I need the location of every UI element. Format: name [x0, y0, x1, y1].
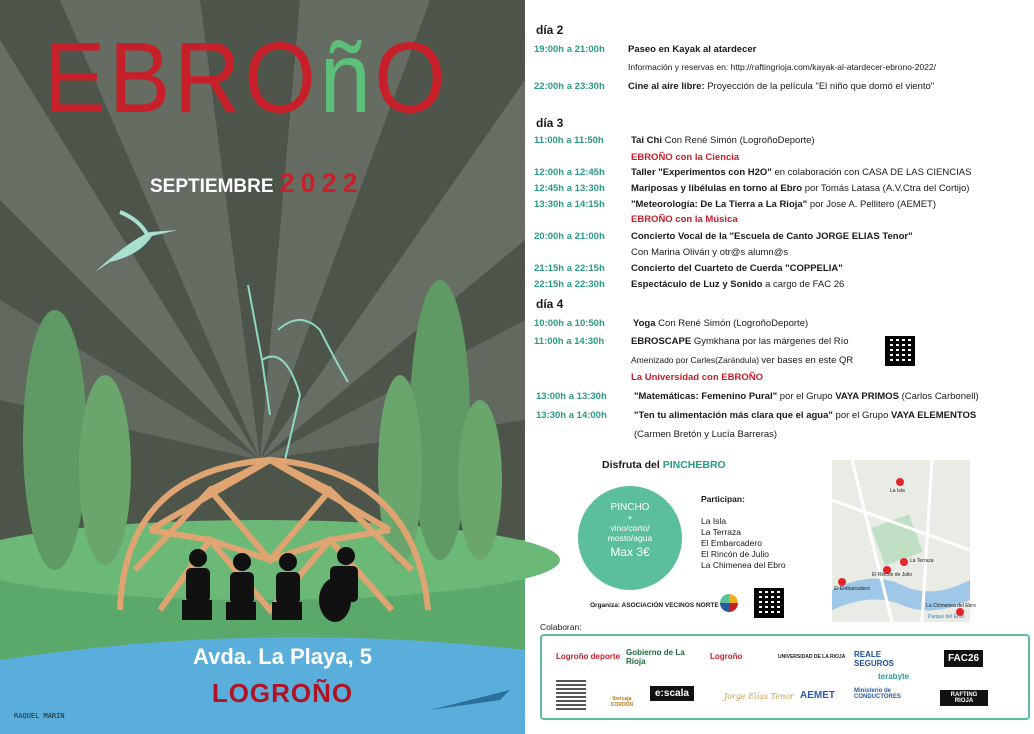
- day4-e2-note: Amenizado por Carles(Zarándula): [631, 355, 760, 365]
- title-part-ebro: EBRO: [44, 22, 320, 134]
- day4-e2-time: 11:00h a 14:30h: [534, 336, 605, 347]
- pincho-circle-title: PINCHO: [610, 502, 650, 513]
- program-panel: [530, 0, 1034, 734]
- title-part-o: O: [374, 22, 450, 134]
- day2-e2-desc: Proyección de la película "El niño que domó el viento": [707, 81, 935, 92]
- day2-e2-time: 22:00h a 23:30h: [534, 81, 605, 92]
- logo-fac26: FAC26: [944, 650, 983, 667]
- day3-e1-desc: Con René Simón (LogroñoDeporte): [664, 135, 815, 146]
- organizer: Organiza: ASOCIACIÓN VECINOS NORTE: [590, 602, 719, 609]
- map-label-embarcadero: El Embarcadero: [834, 586, 870, 592]
- day4-e1-line: [633, 318, 808, 329]
- day3-e3-time: 12:45h a 13:30h: [534, 183, 605, 194]
- day2-e1-info: Información y reservas en: http://raftingrioja.com/kayak-al-atardecer-ebrono-2022/: [628, 62, 937, 72]
- pincho-heading: [602, 459, 726, 471]
- logo-logrono: Logroño: [710, 652, 743, 661]
- day4-e4-time: 13:30h a 14:00h: [536, 410, 607, 421]
- logo-aemet: AEMET: [800, 690, 835, 701]
- day3-e3-title: Mariposas y libélulas en torno al Ebro: [631, 183, 803, 194]
- day4-e3-group: VAYA PRIMOS: [835, 391, 899, 402]
- day3-e6-time: 21:15h a 22:15h: [534, 263, 605, 274]
- pincho-circle-drinks2: mosto/agua: [607, 533, 653, 543]
- pincho-offer-circle: [578, 486, 682, 590]
- day3-e2-title: Taller "Experimentos con H2O": [631, 167, 772, 178]
- pincho-heading-pre: Disfruta del: [602, 459, 660, 471]
- participant-3: El Embarcadero: [701, 538, 762, 548]
- logo-escala: e:scala: [650, 686, 694, 701]
- map-graphic: [832, 460, 970, 622]
- day4-e3-title: "Matemáticas: Femenino Pural": [634, 391, 778, 402]
- day4-e4-title: "Ten tu alimentación más clara que el agua": [634, 410, 833, 421]
- day4-e3-time: 13:00h a 13:30h: [536, 391, 607, 402]
- day4-e1-time: 10:00h a 10:50h: [534, 318, 605, 329]
- day3-e3-line: [631, 183, 969, 194]
- day3-e7-line: [631, 279, 844, 290]
- day3-e4-line: [631, 199, 936, 210]
- organizer-logo: [720, 594, 738, 612]
- day3-e4-time: 13:30h a 14:15h: [534, 199, 605, 210]
- logo-ibercaja: Ibercaja CORDÓN: [610, 696, 634, 708]
- day4-e4-tail: (Carmen Bretón y Lucía Barreras): [634, 429, 778, 440]
- participant-4: El Rincón de Julio: [701, 549, 770, 559]
- map-label-rincon: El Rincón de Julio: [872, 572, 913, 578]
- organizer-qr-code[interactable]: [754, 588, 784, 618]
- pincho-circle-drinks1: vino/corto/: [610, 523, 650, 533]
- day4-e3-tail: (Carlos Carbonell): [901, 391, 979, 402]
- day3-e5-title: Concierto Vocal de la "Escuela de Canto JORGE ELIAS Tenor": [631, 231, 913, 242]
- logo-logrono-deporte: Logroño deporte: [556, 652, 620, 661]
- pincho-heading-name: PINCHEBRO: [662, 459, 726, 471]
- participants-label: Participan:: [701, 494, 745, 504]
- logo-reale: REALE SEGUROS: [854, 650, 895, 668]
- pincho-circle-price: Max 3€: [610, 545, 650, 559]
- day4-e3-line: [634, 391, 979, 402]
- day4-e3-desc: por el Grupo: [779, 391, 833, 402]
- poster-date: [150, 168, 364, 199]
- day4-label: día 4: [536, 297, 564, 311]
- day2-e2-line: [628, 81, 934, 92]
- day3-e4-desc: por Jose A. Pellitero (AEMET): [809, 199, 937, 210]
- participant-5: La Chimenea del Ebro: [701, 560, 786, 570]
- pincho-map[interactable]: [832, 460, 976, 622]
- map-label-terraza: La Terraza: [910, 558, 934, 564]
- colaboran-label: Colaboran:: [540, 622, 582, 632]
- artist-signature: RAQUEL MARÍN: [14, 712, 65, 720]
- day2-e2-title: Cine al aire libre:: [628, 81, 705, 92]
- map-label-parque: Parque del Ebro: [928, 614, 965, 620]
- day3-section-musica: EBROÑO con la Música: [631, 214, 738, 225]
- day3-e7-title: Espectáculo de Luz y Sonido: [631, 279, 763, 290]
- logo-rafting: RAFTING RIOJA: [940, 690, 988, 706]
- day3-e1-title: Tai Chi: [631, 135, 662, 146]
- day3-e7-time: 22:15h a 22:30h: [534, 279, 605, 290]
- day4-e4-group: VAYA ELEMENTOS: [891, 410, 977, 421]
- logo-terabyte: terabyte: [878, 672, 910, 681]
- day4-e2-note2: ver bases en este QR: [761, 355, 854, 366]
- poster-year: 2022: [279, 168, 364, 198]
- poster-title: [44, 22, 450, 134]
- day3-label: día 3: [536, 116, 564, 130]
- day4-section-universidad: La Universidad con EBROÑO: [631, 372, 763, 383]
- day2-label: día 2: [536, 23, 564, 37]
- title-part-tilde: ñ: [319, 22, 375, 134]
- ebroscape-qr-code[interactable]: [885, 336, 915, 366]
- logo-jorge-elias: Jorge Elías Tenor: [724, 692, 794, 701]
- day3-e5-time: 20:00h a 21:00h: [534, 231, 605, 242]
- day4-e1-title: Yoga: [633, 318, 656, 329]
- day2-e1-title: Paseo en Kayak al atardecer: [628, 44, 757, 55]
- logo-gobierno-rioja: Gobierno de La Rioja: [626, 648, 685, 666]
- logo-universidad: UNIVERSIDAD DE LA RIOJA: [778, 654, 846, 660]
- day3-e1-line: [631, 135, 815, 146]
- day4-e4-line: [634, 410, 976, 421]
- poster-month: SEPTIEMBRE: [150, 176, 274, 197]
- day3-e2-desc: en colaboración con CASA DE LAS CIENCIAS: [774, 167, 972, 178]
- day3-e2-line: [631, 167, 971, 178]
- logo-placeholder-grid: [556, 680, 586, 710]
- day3-section-ciencia: EBROÑO con la Ciencia: [631, 152, 740, 163]
- day3-e6-title: Concierto del Cuarteto de Cuerda "COPPELIA": [631, 263, 843, 274]
- day3-e1-time: 11:00h a 11:50h: [534, 135, 604, 146]
- day4-e4-desc: por el Grupo: [835, 410, 889, 421]
- day4-e2-desc: Gymkhana por las márgenes del Río: [693, 336, 849, 347]
- day3-e5-desc: Con Marina Oliván y otr@s alumn@s: [631, 247, 789, 258]
- day2-e1-time: 19:00h a 21:00h: [534, 44, 605, 55]
- day4-e2-note-line: [631, 355, 853, 366]
- pincho-circle-plus: +: [627, 513, 633, 523]
- sponsors-box: [540, 634, 1030, 720]
- day3-e3-desc: por Tomás Latasa (A.V.Ctra del Cortijo): [804, 183, 970, 194]
- day4-e2-line: [631, 336, 849, 347]
- map-label-isla: La Isla: [890, 488, 905, 494]
- day4-e2-title: EBROSCAPE: [631, 336, 692, 347]
- poster-address: Avda. La Playa, 5: [193, 644, 372, 669]
- map-label-chimenea: La Chimenea del Ebro: [926, 603, 976, 609]
- participant-2: La Terraza: [701, 527, 742, 537]
- participant-1: La Isla: [701, 516, 727, 526]
- day3-e4-title: "Meteorología: De La Tierra a La Rioja": [631, 199, 808, 210]
- day3-e7-desc: a cargo de FAC 26: [765, 279, 845, 290]
- logo-ministerio: Ministerio de CONDUCTORES: [854, 688, 901, 700]
- poster-city: LOGROÑO: [211, 678, 354, 708]
- day4-e1-desc: Con René Simón (LogroñoDeporte): [658, 318, 809, 329]
- day3-e2-time: 12:00h a 12:45h: [534, 167, 605, 178]
